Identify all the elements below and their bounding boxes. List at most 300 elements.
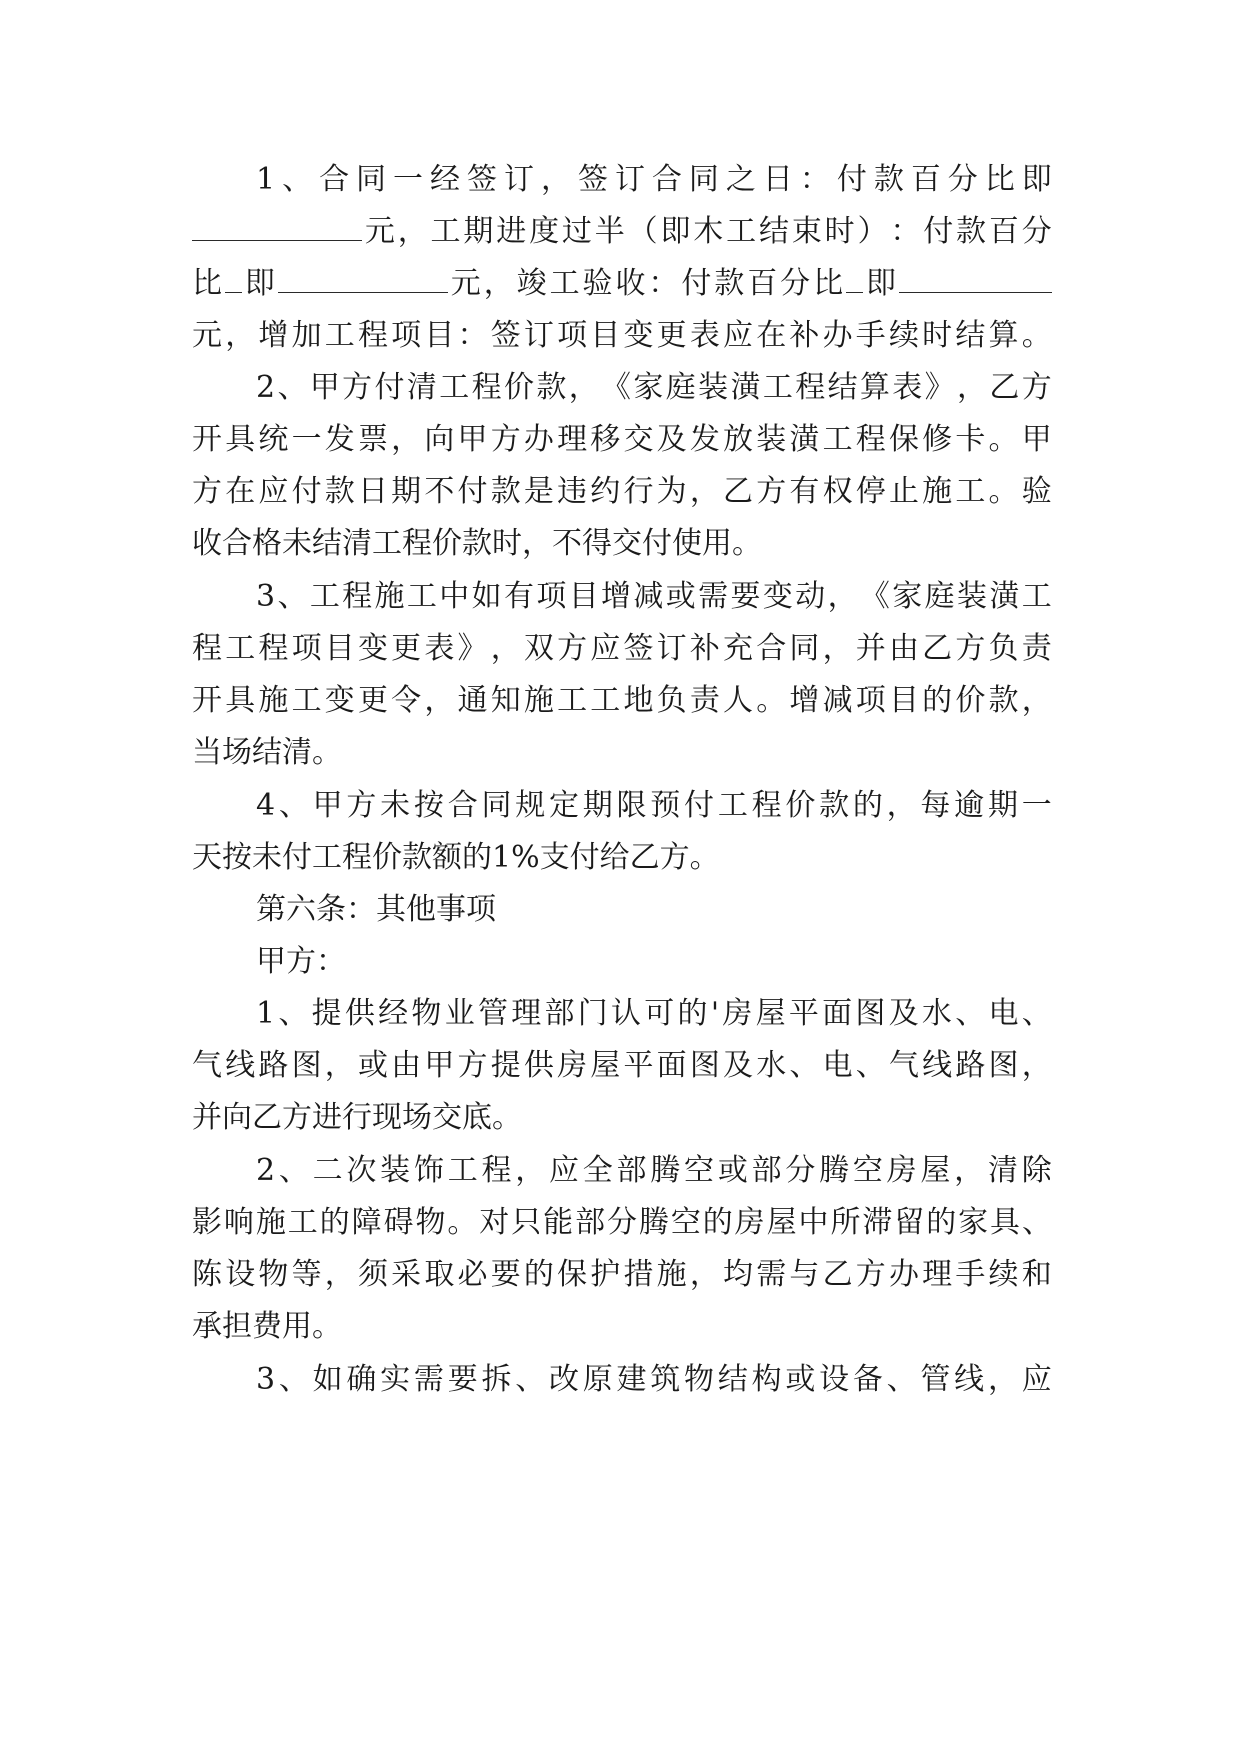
party-a-item2-line-4 [192,1305,342,1349]
text-char: 款 [324,474,355,509]
text-char: 变 [357,631,388,666]
text-char: 行 [623,474,654,509]
text-char: 用 [282,1309,312,1344]
text-char: 方 [342,370,373,405]
text-char: 进 [496,214,527,249]
text-char: 项 [391,318,422,353]
text-char: 屋 [920,1153,951,1188]
text-char: 分 [780,266,811,301]
text-char: 屋 [755,996,786,1031]
text-char: 的 [677,996,708,1031]
text-char: 不 [552,526,582,561]
fill-in-blank [278,262,448,293]
text-char: 一 [1021,788,1052,823]
text-char: ， [822,631,853,666]
text-char: 交 [432,1100,462,1135]
text-char: 即 [660,214,691,249]
text-char: 路 [258,1048,289,1083]
text-char: 元 [364,214,395,249]
text-char: 、 [278,1362,309,1397]
text-char: 担 [222,1309,252,1344]
text-char: 乙 [629,840,660,875]
change-order-line-3 [192,679,1052,723]
text-char: 验 [582,266,613,301]
text-char: 工 [287,1205,318,1240]
text-char: 承 [192,1309,222,1344]
text-char: ， [1021,1048,1052,1083]
text-char: 分 [606,1205,637,1240]
text-char: 、 [515,1362,546,1397]
text-char: 补 [789,318,820,353]
text-char: 所 [830,1205,861,1240]
text-char: 分 [1021,214,1052,249]
text-char: 更 [357,683,388,718]
fill-in-blank [192,210,362,241]
text-char: 。 [988,422,1019,457]
text-char: 的 [523,1257,554,1292]
text-char: 工 [430,214,461,249]
text-char: 同 [481,788,512,823]
text-char: 家 [633,370,664,405]
text-char: 事 [436,892,466,927]
text-char: 工 [1021,579,1052,614]
text-char: 。 [689,840,720,875]
text-char: 路 [955,1048,986,1083]
text-char: 权 [822,474,853,509]
text-char: 房 [886,1153,917,1188]
text-char: 甲 [256,944,286,979]
text-char: 平 [788,996,819,1031]
text-char: 开 [192,422,222,457]
text-char: 工 [590,683,621,718]
text-char: 充 [723,631,753,666]
text-char: 增 [789,683,820,718]
text-char: 二 [312,1153,343,1188]
change-order-line-2 [192,627,1052,671]
text-char: 即 [244,266,275,301]
text-char: 付 [282,840,312,875]
text-char: 他 [406,892,436,927]
text-char: 管 [920,1362,951,1397]
text-char: 规 [515,788,546,823]
text-char: 日 [357,474,388,509]
text-char: 票 [357,422,388,457]
text-char: 工 [312,840,342,875]
late-payment-line-1 [256,784,1052,828]
text-char: 改 [548,1362,579,1397]
settlement-line-2 [192,418,1052,462]
text-char: 提 [311,996,342,1031]
text-char: 增 [258,318,289,353]
text-char: 工 [717,788,748,823]
text-char: 线 [922,1048,953,1083]
text-char: 订 [523,318,554,353]
text-char: 。 [732,526,762,561]
text-char: 部 [751,1153,782,1188]
text-char: 面 [656,1048,687,1083]
text-char: 款 [402,840,432,875]
text-char: 款 [462,526,492,561]
text-char: 。 [312,1309,342,1344]
party-a-item1-line-3 [192,1096,522,1140]
fill-in-blank [225,262,242,293]
text-char: 、 [955,996,986,1031]
text-char: ， [397,214,428,249]
party-a-item3-line-1 [256,1358,1052,1402]
text-char: 不 [424,474,455,509]
text-char: 更 [656,318,687,353]
text-char: 3 [256,579,276,614]
text-char: 用 [702,526,732,561]
text-char: 2 [256,370,276,405]
text-char: 方 [955,631,986,666]
text-char: 及 [723,1048,753,1083]
text-char: 动 [795,579,826,614]
text-char: 目 [590,318,621,353]
text-char: 腾 [819,1153,850,1188]
text-char: ， [568,370,599,405]
party-a-heading [256,940,346,984]
text-char: 签 [467,162,497,197]
text-char: 要 [447,1362,478,1397]
text-char: 百 [988,214,1019,249]
text-char: 程 [357,318,388,353]
text-char: 卡 [955,422,986,457]
text-char: 施 [258,683,289,718]
text-char: 图 [855,996,886,1031]
text-char: 和 [1021,1257,1052,1292]
text-char: 方 [659,840,690,875]
text-char: 场 [222,735,252,770]
text-char: 时 [922,318,953,353]
text-char: 应 [258,474,289,509]
text-char: 项 [855,683,886,718]
text-char: 工 [372,526,402,561]
text-char: 束 [791,214,822,249]
text-char: 修 [922,422,953,457]
text-char: 乙 [922,631,953,666]
text-char: 期 [987,788,1018,823]
party-a-item2-line-2 [192,1201,1052,1245]
text-char: 知 [490,683,521,718]
text-char: 统 [258,422,289,457]
text-char: 合 [319,162,350,197]
text-char: 在 [225,474,256,509]
text-char: 程 [751,788,782,823]
text-char: 《 [601,370,632,405]
text-char: ， [483,266,514,301]
text-char: 元 [450,266,481,301]
text-char: 甲 [1021,422,1052,457]
text-char: 的 [922,683,953,718]
text-char: ， [1021,683,1052,718]
text-char: 负 [988,631,1019,666]
text-char: 算 [859,370,890,405]
text-char: 部 [544,996,575,1031]
text-char: 工 [762,370,793,405]
text-char: 措 [623,1257,654,1292]
text-char: 订 [614,162,645,197]
text-char: 比 [813,266,844,301]
text-char: 签 [490,318,521,353]
text-char: 进 [312,1100,342,1135]
text-char: 。 [312,735,342,770]
text-char: 有 [789,474,820,509]
text-char: 原 [582,1362,613,1397]
text-char: 度 [529,214,560,249]
text-char: 付 [923,214,954,249]
text-char: 潢 [730,370,761,405]
text-char: 工 [324,318,355,353]
payment-terms-line-2 [192,210,1052,254]
text-char: 物 [415,1205,446,1240]
text-char: 办 [523,422,554,457]
text-char: 家 [958,1205,989,1240]
text-char: 腾 [638,1205,669,1240]
text-char: 甲 [309,370,340,405]
text-char: 程 [342,840,372,875]
text-char: 按 [413,788,444,823]
text-char: 结 [758,214,789,249]
text-char: 乙 [252,1100,282,1135]
text-char: 天 [192,840,222,875]
text-char: 行 [342,1100,372,1135]
text-char: 款 [988,683,1019,718]
text-char: 百 [747,266,778,301]
change-order-line-4 [192,731,342,775]
text-char: 结 [827,370,858,405]
text-char: 第 [256,892,286,927]
text-char: 设 [819,1362,850,1397]
text-char: 方 [282,1100,312,1135]
text-char: 双 [523,631,554,666]
text-char: 要 [490,1257,521,1292]
text-char: 合 [756,631,787,666]
text-char: 工 [309,579,340,614]
text-char: 认 [611,996,642,1031]
text-char: 保 [557,1257,588,1292]
text-char: 》 [457,631,488,666]
text-char: 格 [252,526,282,561]
text-char: 订 [503,162,534,197]
text-char: 期 [463,214,494,249]
text-char: 手 [955,1257,986,1292]
text-char: 、 [278,788,309,823]
text-char: 的 [926,1205,957,1240]
text-char: 房 [734,1205,765,1240]
text-char: 应 [590,631,621,666]
text-char: 庭 [924,579,955,614]
text-char: 清 [282,735,312,770]
text-char: 定 [548,788,579,823]
text-char: 空 [684,1153,715,1188]
text-char: 如 [471,579,502,614]
text-char: 装 [698,370,729,405]
text-char: 线 [225,1048,256,1083]
text-char: 工 [822,422,853,457]
text-char: 须 [357,1257,388,1292]
text-char: ， [324,1257,355,1292]
text-char: 补 [689,631,720,666]
text-char: 项 [536,579,567,614]
text-char: 电 [822,1048,853,1083]
text-char: 提 [490,1048,521,1083]
text-char: 交 [623,422,654,457]
text-char: 及 [888,996,919,1031]
article-six-heading [256,888,496,932]
text-char: 、 [282,162,313,197]
text-char: 目 [424,318,455,353]
text-char: 违 [557,474,588,509]
text-char: 工 [406,579,437,614]
text-char: 付 [681,266,712,301]
text-char: 程 [471,370,502,405]
text-char: 同 [789,631,820,666]
settlement-line-4 [192,522,762,566]
text-char: 饰 [413,1153,444,1188]
text-char: 或 [357,1048,388,1083]
text-char: 的 [852,788,883,823]
text-char: ， [827,579,858,614]
text-char: 变 [324,683,355,718]
text-char: 结 [717,1362,748,1397]
text-char: 线 [954,1362,985,1397]
text-char: 限 [616,788,647,823]
text-char: 并 [192,1100,222,1135]
text-char: 合 [222,526,252,561]
text-char: 合 [447,788,478,823]
text-char: 、 [277,579,308,614]
text-char: 物 [258,1257,289,1292]
text-char: ， [689,474,720,509]
text-char: 发 [689,422,720,457]
text-char: 放 [723,422,753,457]
text-char: 水 [921,996,952,1031]
text-char: 等 [291,1257,322,1292]
text-char: 得 [582,526,612,561]
text-char: 支 [539,840,570,875]
text-char: 付 [374,370,405,405]
text-char: ， [225,318,256,353]
text-char: 工 [291,683,322,718]
text-char: 筑 [650,1362,681,1397]
text-char: 款 [714,266,745,301]
text-char: 理 [557,422,588,457]
text-char: 备 [852,1362,883,1397]
text-char: 即 [865,266,896,301]
text-char: 次 [346,1153,377,1188]
text-char: 需 [413,1362,444,1397]
text-char: 办 [822,318,853,353]
text-char: 2 [256,1153,276,1188]
text-char: ： [799,162,830,197]
text-char: 及 [656,422,687,457]
text-char: 装 [957,579,987,614]
text-char: 乙 [822,1257,853,1292]
text-char: 工 [955,474,986,509]
text-char: 算 [988,318,1019,353]
text-char: 款 [536,370,567,405]
text-char: ： [346,892,376,927]
text-char: 款 [873,162,904,197]
text-char: 的 [462,840,492,875]
text-char: 屋 [590,1048,621,1083]
text-char: 百 [910,162,941,197]
text-char: 供 [523,1048,554,1083]
text-char: 使 [672,526,702,561]
text-char: 方 [1021,370,1052,405]
text-char: 款 [819,788,850,823]
text-char: 具 [225,422,256,457]
text-char: 每 [920,788,951,823]
text-char: 腾 [650,1153,681,1188]
text-char: 人 [723,683,753,718]
fill-in-blank [899,262,1052,293]
text-char: 部 [616,1153,647,1188]
text-char: 付 [684,788,715,823]
text-char: ， [957,370,987,405]
text-char: 的 [702,1205,733,1240]
text-char: 拆 [481,1362,512,1397]
text-char: ： [457,318,488,353]
text-char: 清 [406,370,437,405]
text-char: 、 [855,1048,886,1083]
text-char: 半 [594,214,625,249]
text-char: 潢 [789,422,820,457]
text-char: ， [987,1362,1018,1397]
text-char: 物 [411,996,442,1031]
text-char: 清 [987,1153,1018,1188]
text-char: 付 [291,474,322,509]
text-char: 责 [689,683,720,718]
text-char: 设 [225,1257,256,1292]
text-char: 施 [922,474,953,509]
text-char: 价 [503,370,534,405]
text-char: 之 [725,162,756,197]
text-char: 对 [479,1205,510,1240]
text-char: 停 [855,474,886,509]
text-char: 负 [656,683,687,718]
text-char: 付 [457,474,488,509]
text-char: 约 [590,474,621,509]
text-char: 施 [374,579,405,614]
text-char: 更 [391,631,422,666]
text-char: 留 [894,1205,925,1240]
text-char: 、 [278,996,309,1031]
text-char: 令 [391,683,422,718]
text-char: 比 [984,162,1015,197]
text-char: 程 [402,526,432,561]
payment-terms-line-3 [192,262,1052,306]
text-char: 物 [684,1362,715,1397]
text-char: 逾 [954,788,985,823]
text-char: 当 [192,735,222,770]
text-char: 装 [756,422,787,457]
text-char: ） [857,214,888,249]
text-char: 期 [582,788,613,823]
text-char: 滞 [862,1205,893,1240]
text-char: 通 [457,683,488,718]
text-char: 方 [286,944,316,979]
text-char: 费 [252,1309,282,1344]
text-char: 加 [291,318,322,353]
change-order-line-1 [256,575,1052,619]
text-char: 1 [492,840,512,875]
text-char: 时 [824,214,855,249]
text-char: 可 [644,996,675,1031]
text-char: ， [515,1153,546,1188]
text-char: 采 [391,1257,422,1292]
